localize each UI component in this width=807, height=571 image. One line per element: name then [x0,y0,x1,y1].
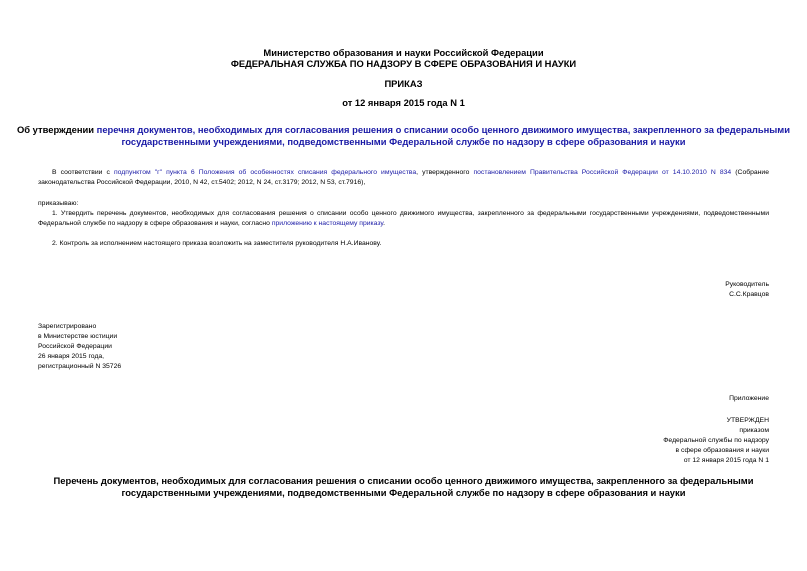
title-link-continuation[interactable]: государственными учреждениями, подведомственными Федеральной службе по надзору в сфере образования и науки [121,136,686,147]
list-title-line-2: государственными учреждениями, подведомственными Федеральной службе по надзору в сфере образования и науки [121,487,686,498]
regulation-link[interactable]: подпунктом "г" пункта 6 Положения об особенностях списания федерального имущества [114,169,417,176]
preamble-paragraph [38,168,769,187]
approved-line-2: приказом [739,427,769,434]
document-title [0,124,807,137]
title-prefix: Об утверждении [16,124,97,135]
approved-line-3: Федеральной службы по надзору [663,437,769,444]
registration-line-1: Зарегистрировано [38,323,97,330]
preamble-text-2: , утвержденного [416,169,474,176]
title-link[interactable]: перечня документов, необходимых для согласования решения о списании особо ценного движимого имущества, закрепленного за федеральными [96,124,791,135]
preamble-text-1: В соответствии с [52,169,114,176]
registration-line-5: регистрационный N 35726 [38,363,122,370]
doc-date: от 12 января 2015 года N 1 [342,97,465,108]
ministry-heading: Министерство образования и науки Российской Федерации [263,47,544,58]
approved-line-5: от 12 января 2015 года N 1 [683,457,769,464]
signature-name: С.С.Кравцов [729,291,769,298]
order-word: приказываю: [38,200,79,207]
preamble-text-3: (Собрание законодательства Российской Федерации, 2010, N 42, ст.5402; 2012, N 24, ст.3179; 2012, N 53, ст.7916), [38,169,770,186]
item1-end: . [383,219,386,227]
approved-line-4: в сфере образования и науки [675,447,769,454]
government-decree-link[interactable]: постановлением Правительства Российской Федерации от 14.10.2010 N 834 [473,169,732,176]
list-title-line-1: Перечень документов, необходимых для согласования решения о списании особо ценного движимого имущества, закрепленного за федеральными [53,475,754,486]
appendix-label: Приложение [729,395,769,402]
service-heading: ФЕДЕРАЛЬНАЯ СЛУЖБА ПО НАДЗОРУ В СФЕРЕ ОБРАЗОВАНИЯ И НАУКИ [230,58,577,69]
approved-line-1: УТВЕРЖДЕН [726,417,769,424]
registration-line-3: Российской Федерации [38,343,112,350]
order-item-1 [38,209,769,228]
signature-role: Руководитель [725,281,769,288]
appendix-link[interactable]: приложению к настоящему приказу [271,219,384,227]
doc-type: ПРИКАЗ [384,78,423,89]
item1-text: 1. Утвердить перечень документов, необходимых для согласования решения о списании особо ценного движимого имущества, закрепленного за федеральными государственными учреждениями, подведомственными Федеральной службе по надзору в сфере образования и науки, согласно [38,210,769,227]
registration-line-2: в Министерстве юстиции [38,333,118,340]
registration-line-4: 26 января 2015 года, [38,353,105,360]
order-item-2: 2. Контроль за исполнением настоящего приказа возложить на заместителя руководителя Н.А.Иванову. [52,240,382,247]
